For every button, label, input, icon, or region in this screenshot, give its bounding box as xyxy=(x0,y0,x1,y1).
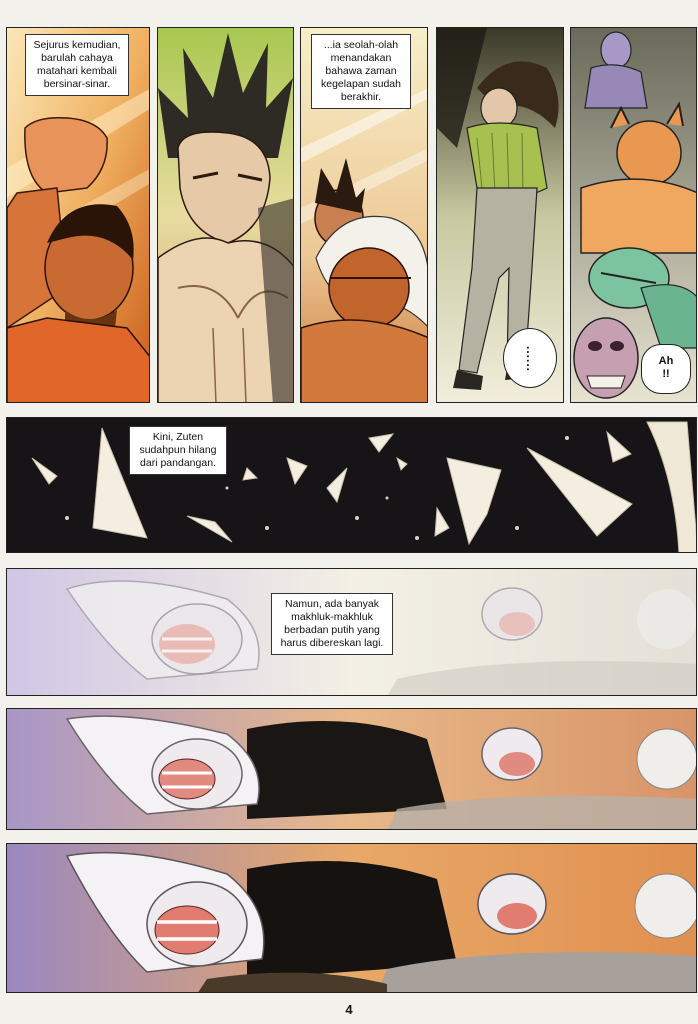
panel-7 xyxy=(6,568,697,696)
caption-box: Namun, ada banyak makhluk-makhluk berbadan putih yang harus dibereskan lagi. xyxy=(271,593,393,655)
speech-text: Ah !! xyxy=(658,355,674,380)
speech-bubble xyxy=(641,344,691,394)
panel-9 xyxy=(6,843,697,993)
panel-1 xyxy=(6,27,150,403)
panel-2-art xyxy=(158,28,294,403)
caption-box: Sejurus kemudian, barulah cahaya matahari kembali bersinar-sinar. xyxy=(25,34,129,96)
panel-8 xyxy=(6,708,697,830)
panel-6 xyxy=(6,417,697,553)
panel-3 xyxy=(300,27,428,403)
panel-8-art xyxy=(7,709,697,830)
page-number: 4 xyxy=(345,1002,353,1017)
speech-bubble xyxy=(503,328,557,388)
panel-4 xyxy=(436,27,564,403)
panel-5 xyxy=(570,27,697,403)
caption-box: ...ia seolah-olah menandakan bahawa zaman kegelapan sudah berakhir. xyxy=(311,34,411,109)
panel-9-art xyxy=(7,844,697,993)
panel-2 xyxy=(157,27,294,403)
caption-box: Kini, Zuten sudahpun hilang dari pandangan. xyxy=(129,426,227,475)
panel-6-art xyxy=(7,418,697,553)
speech-text: ...... xyxy=(524,345,538,372)
